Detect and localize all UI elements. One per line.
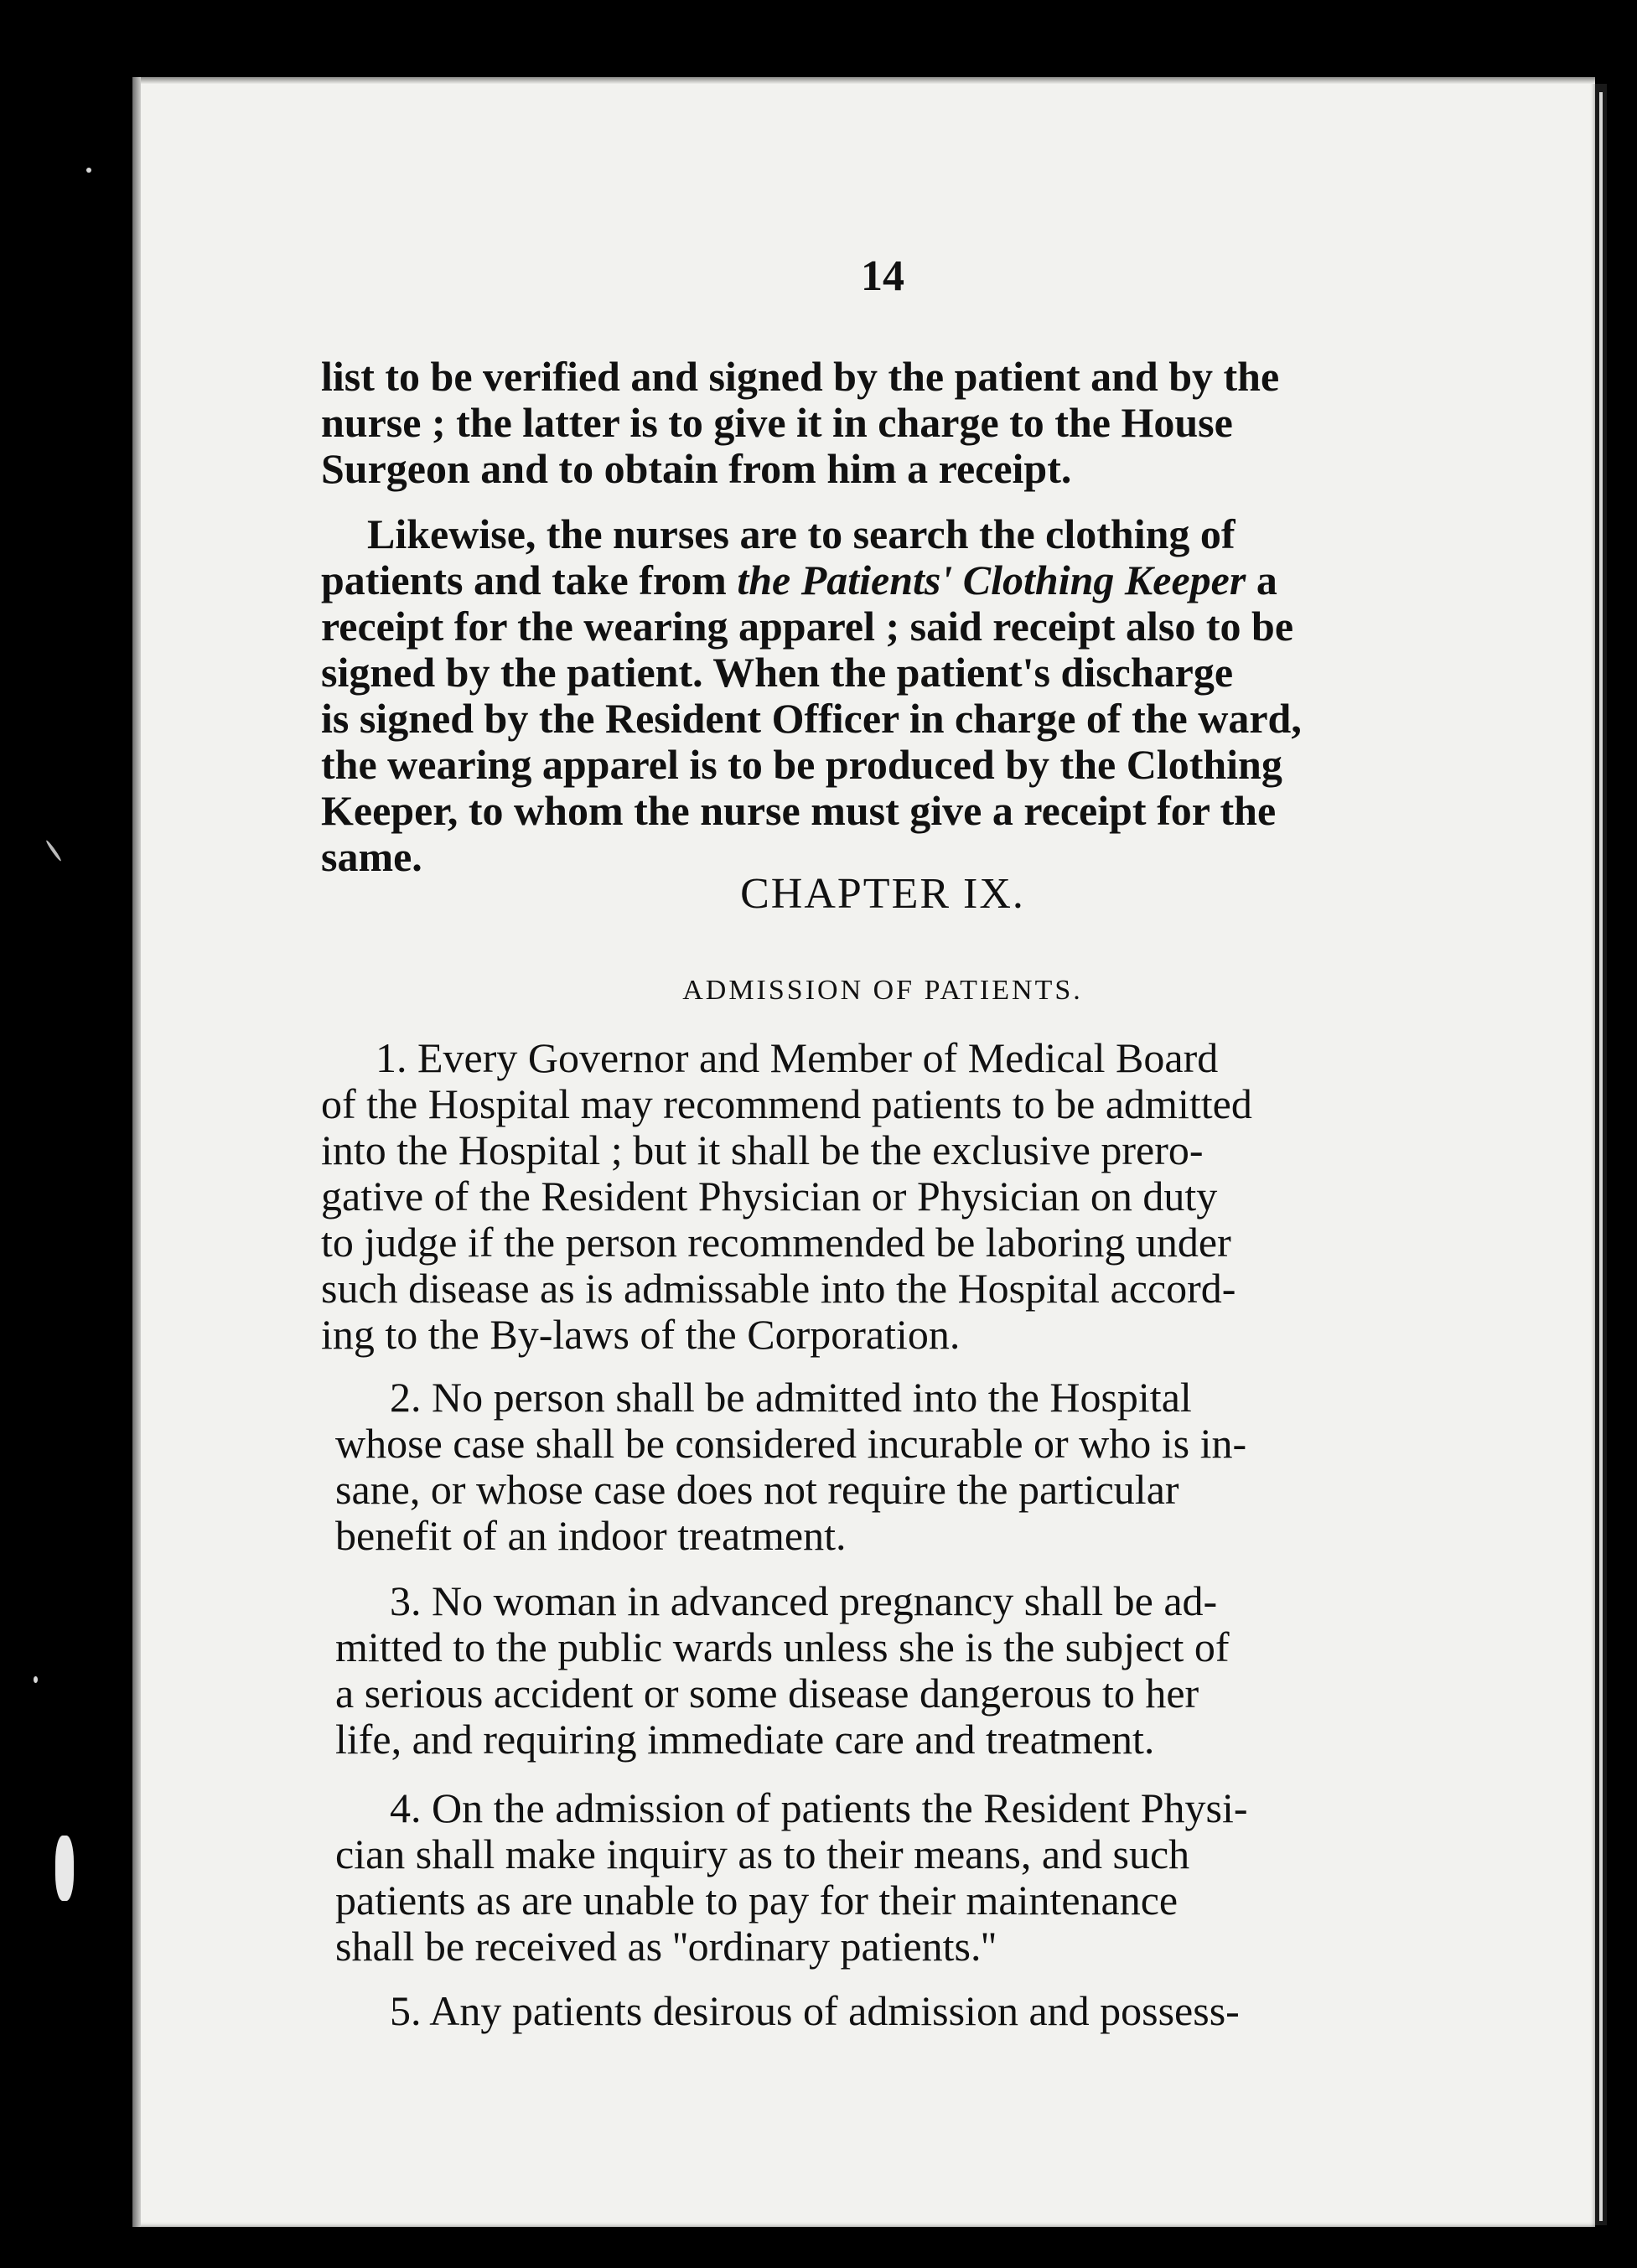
page-left-edge [132,77,141,2227]
text-segment: a [1246,557,1277,603]
text-line: benefit of an indoor treatment. [335,1512,847,1559]
page-right-edge-highlight [1599,92,1603,2221]
text-line: whose case shall be considered incurable or who is in- [335,1420,1247,1467]
text-line: 3. No woman in advanced pregnancy shall be ad- [390,1577,1218,1624]
text-line: signed by the patient. When the patient's discharge [321,649,1234,696]
text-line: 1. Every Governor and Member of Medical Board [376,1034,1219,1081]
rule-1 [321,1035,1444,1358]
rule-4 [335,1785,1444,1970]
text-line: a serious accident or some disease dangerous to her [335,1670,1199,1717]
text-line: 5. Any patients desirous of admission and possess- [390,1987,1240,2034]
text-line: ing to the By-laws of the Corporation. [321,1311,961,1358]
text-line: Keeper, to whom the nurse must give a receipt for the [321,787,1277,834]
text-line: same. [321,833,422,880]
scan-speck [86,168,91,173]
text-line: patients as are unable to pay for their maintenance [335,1877,1179,1924]
text-line-with-italic [321,557,1444,603]
text-line: to judge if the person recommended be laboring under [321,1219,1231,1266]
text-line: Surgeon and to obtain from him a receipt. [321,445,1072,492]
text-line: Likewise, the nurses are to search the clothing of [367,510,1236,557]
text-line: is signed by the Resident Officer in charge of the ward, [321,695,1302,742]
text-line: mitted to the public wards unless she is the subject of [335,1623,1230,1670]
continuation-paragraph [321,354,1444,492]
text-line: shall be received as ''ordinary patients.'' [335,1923,997,1970]
rule-3 [335,1578,1444,1763]
page-top-edge [132,77,1595,84]
scan-speck [55,1836,74,1901]
text-line: nurse ; the latter is to give it in charge to the House [321,399,1233,446]
text-line: 2. No person shall be admitted into the Hospital [390,1374,1192,1421]
text-line: of the Hospital may recommend patients to be admitted [321,1080,1252,1127]
text-line: cian shall make inquiry as to their means, and such [335,1830,1190,1877]
text-line: life, and requiring immediate care and treatment. [335,1716,1155,1763]
text-line: 4. On the admission of patients the Resident Physi- [390,1784,1248,1831]
scan-speck [34,1676,38,1683]
text-line: list to be verified and signed by the patient and by the [321,353,1280,400]
text-line: sane, or whose case does not require the particular [335,1466,1179,1513]
rule-5 [335,1988,1444,2034]
section-heading: ADMISSION OF PATIENTS. [682,975,1083,1006]
text-line: such disease as is admissable into the Hospital accord- [321,1265,1236,1312]
text-line: the wearing apparel is to be produced by the Clothing [321,741,1282,788]
text-line: into the Hospital ; but it shall be the exclusive prero- [321,1126,1204,1173]
italic-phrase: the Patients' Clothing Keeper [737,557,1246,603]
likewise-paragraph [321,511,1444,880]
text-line: gative of the Resident Physician or Physician on duty [321,1173,1218,1219]
rule-2 [335,1375,1444,1559]
chapter-title: CHAPTER IX. [740,870,1025,918]
text-line: receipt for the wearing apparel ; said receipt also to be [321,603,1294,650]
page-number: 14 [861,252,904,300]
text-segment: patients and take from [321,557,738,603]
